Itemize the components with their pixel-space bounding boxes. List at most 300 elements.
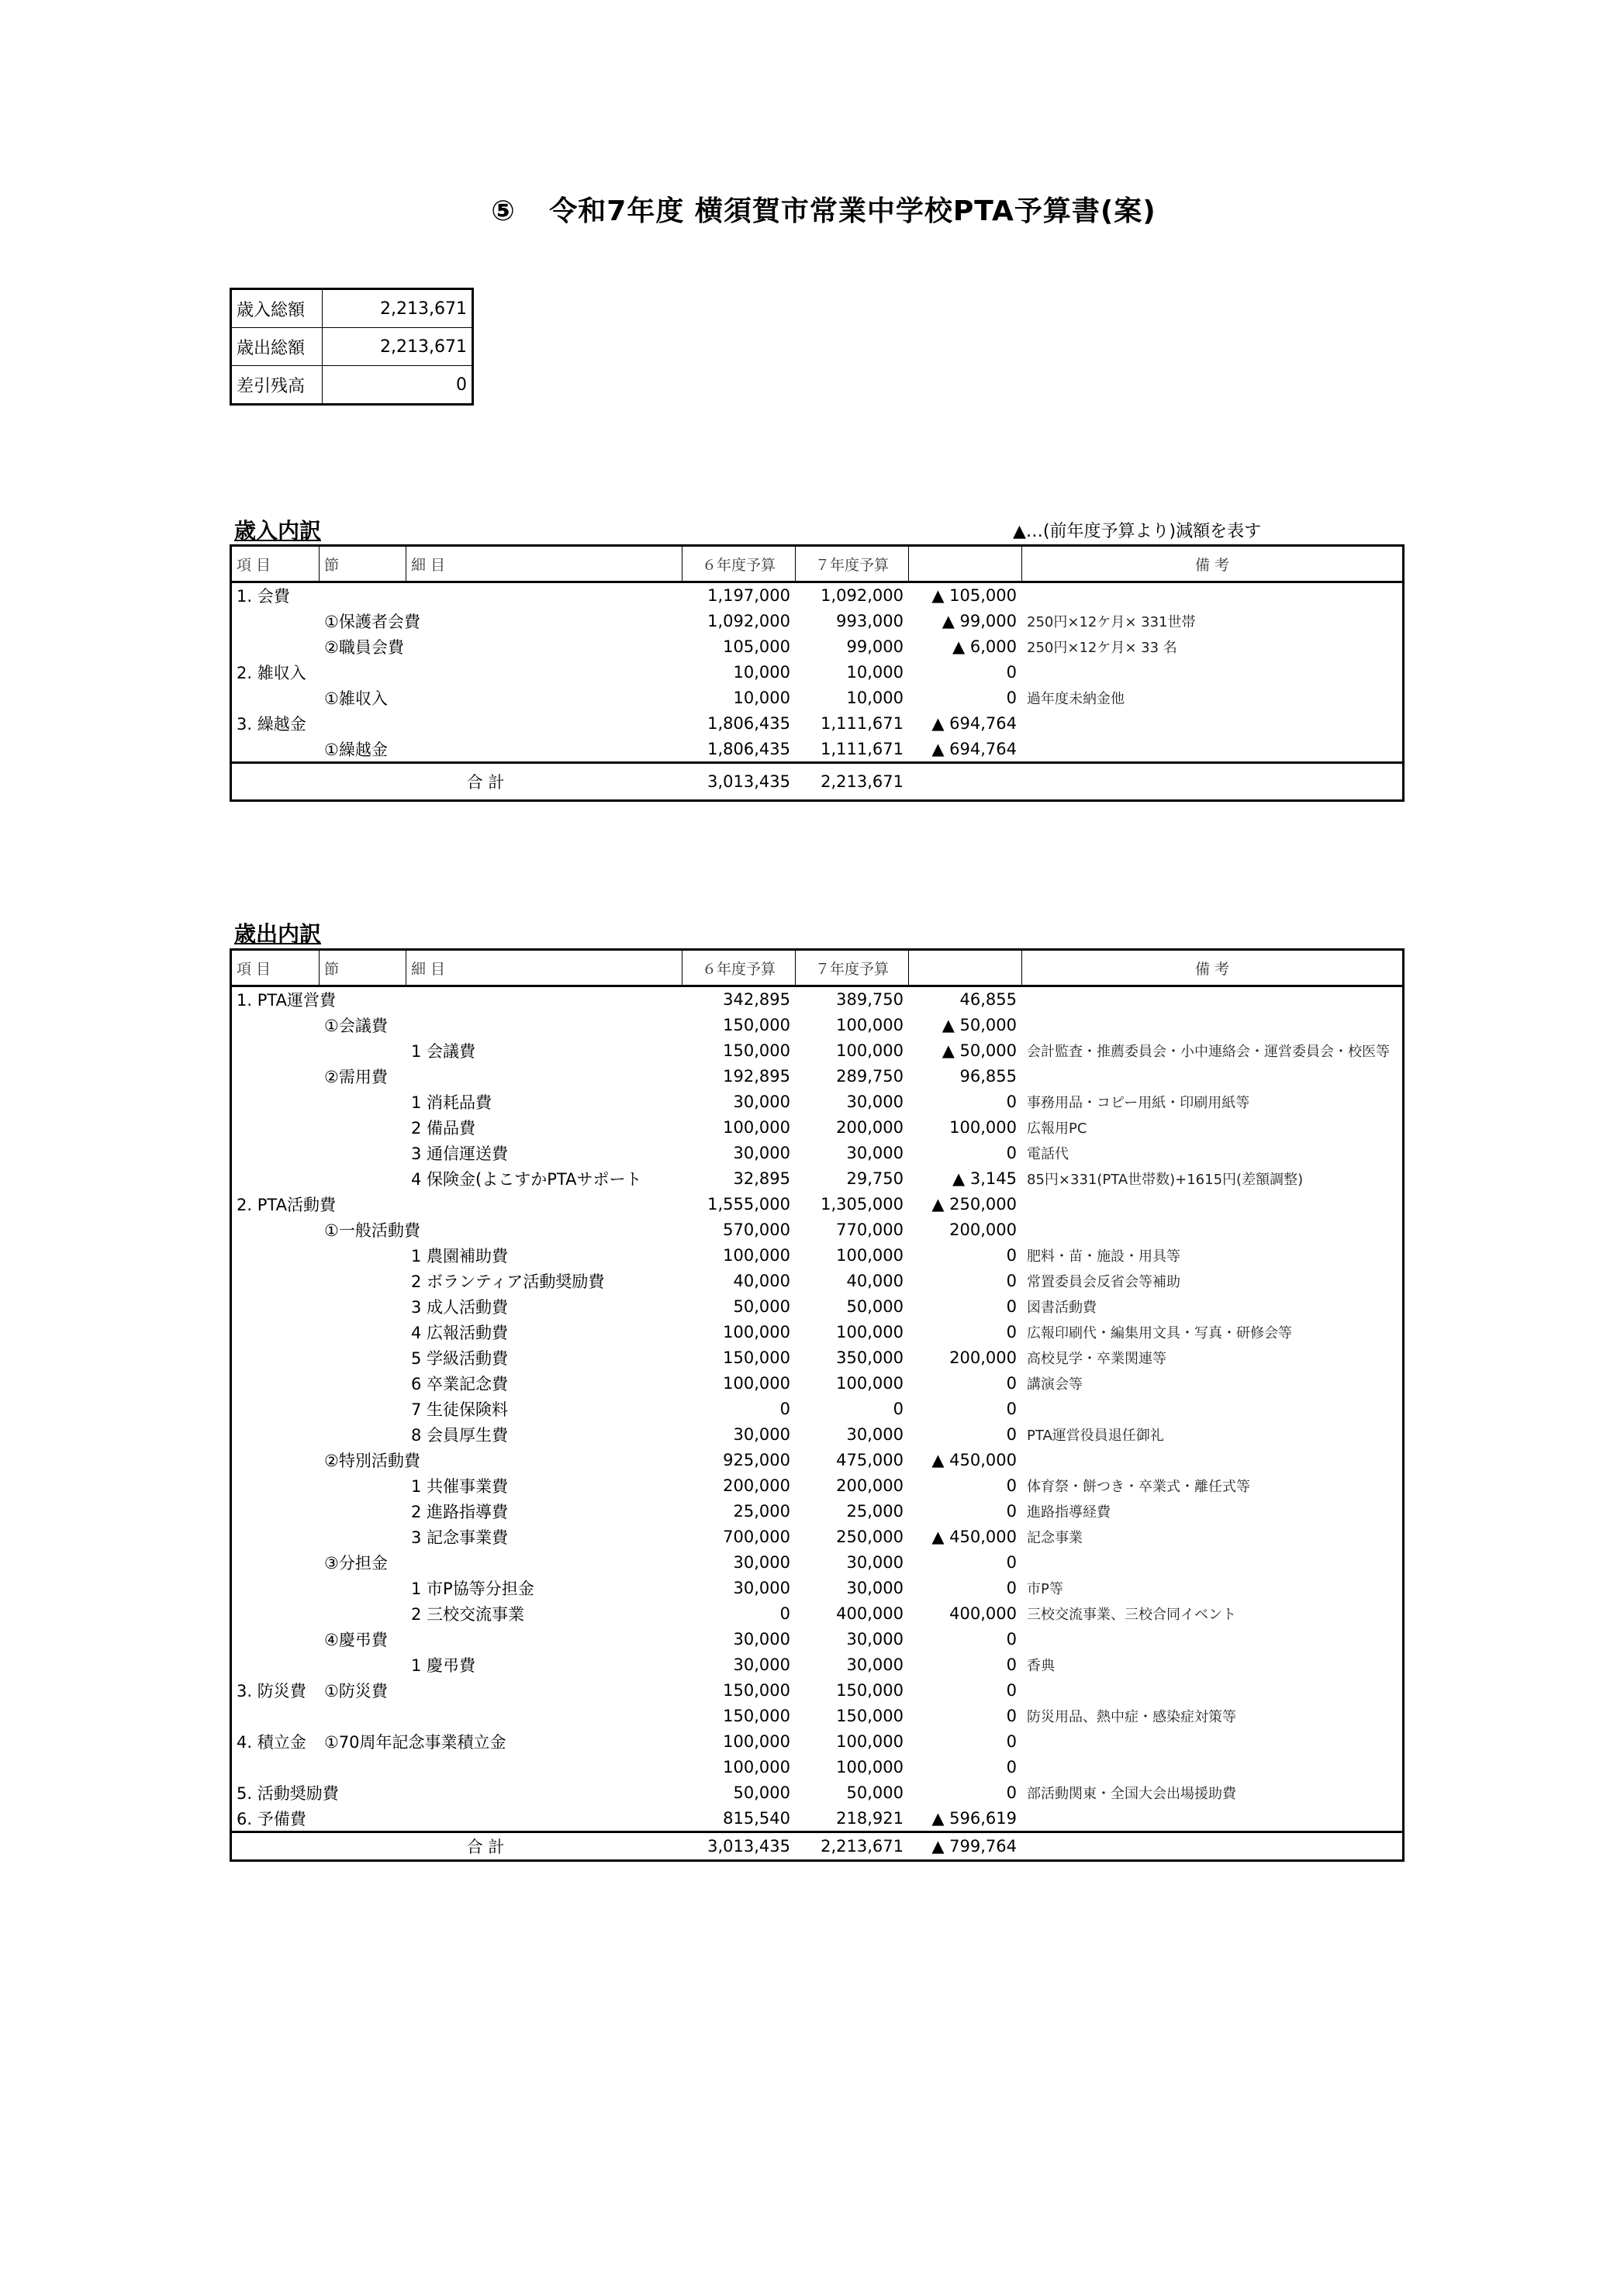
- row-diff: 0: [909, 1499, 1022, 1524]
- row-detail: 2 進路指導費: [406, 1499, 682, 1524]
- row-section: [320, 1524, 406, 1550]
- total-row: [231, 763, 1404, 801]
- row-item: [231, 1089, 320, 1115]
- header-row: [231, 546, 1404, 582]
- row-diff: ▲ 450,000: [909, 1524, 1022, 1550]
- row-curr: 100,000: [796, 1320, 909, 1345]
- row-item: [231, 1269, 320, 1294]
- header-curr: ７年度予算: [796, 546, 909, 582]
- row-curr: 30,000: [796, 1576, 909, 1601]
- row-diff: 96,855: [909, 1064, 1022, 1089]
- row-curr: 99,000: [796, 634, 909, 660]
- row-detail: [406, 582, 682, 609]
- row-prev: 10,000: [682, 685, 796, 711]
- row-curr: 29,750: [796, 1166, 909, 1192]
- row-detail: [406, 1627, 682, 1652]
- income-table: [230, 544, 1405, 802]
- row-curr: 0: [796, 1397, 909, 1422]
- table-row: [231, 1806, 1404, 1832]
- row-prev: 100,000: [682, 1115, 796, 1141]
- row-note: [1022, 1678, 1404, 1704]
- row-diff: 0: [909, 1729, 1022, 1755]
- row-item: [231, 1243, 320, 1269]
- row-detail: [406, 1217, 682, 1243]
- row-section: [320, 1038, 406, 1064]
- row-prev: 105,000: [682, 634, 796, 660]
- row-section: [320, 1422, 406, 1448]
- row-diff: 0: [909, 1627, 1022, 1652]
- row-item: [231, 1115, 320, 1141]
- table-row: [231, 1550, 1404, 1576]
- row-detail: [406, 1755, 682, 1780]
- row-item: [231, 609, 320, 634]
- total-label: 合 計: [231, 763, 682, 801]
- row-prev: 100,000: [682, 1755, 796, 1780]
- row-detail: 1 共催事業費: [406, 1473, 682, 1499]
- row-curr: 1,111,671: [796, 737, 909, 763]
- row-prev: 30,000: [682, 1550, 796, 1576]
- row-section: [320, 1166, 406, 1192]
- row-detail: 2 ボランティア活動奨励費: [406, 1269, 682, 1294]
- row-diff: ▲ 50,000: [909, 1038, 1022, 1064]
- table-row: [231, 1652, 1404, 1678]
- row-diff: ▲ 450,000: [909, 1448, 1022, 1473]
- row-item: [231, 685, 320, 711]
- table-row: [231, 685, 1404, 711]
- table-row: [231, 1371, 1404, 1397]
- row-prev: 150,000: [682, 1345, 796, 1371]
- header-item: 項 目: [231, 950, 320, 986]
- row-note: 広報用PC: [1022, 1115, 1404, 1141]
- header-detail: 細 目: [406, 546, 682, 582]
- row-note: [1022, 1192, 1404, 1217]
- row-diff: 0: [909, 1704, 1022, 1729]
- header-detail: 細 目: [406, 950, 682, 986]
- row-section: ①繰越金: [320, 737, 406, 763]
- row-section: ②職員会費: [320, 634, 406, 660]
- row-curr: 250,000: [796, 1524, 909, 1550]
- row-diff: ▲ 596,619: [909, 1806, 1022, 1832]
- row-note: [1022, 1550, 1404, 1576]
- total-curr: 2,213,671: [796, 1832, 909, 1861]
- summary-row: [231, 328, 473, 366]
- row-section: [320, 1576, 406, 1601]
- row-detail: [406, 634, 682, 660]
- table-row: [231, 1013, 1404, 1038]
- row-diff: 200,000: [909, 1217, 1022, 1243]
- row-section: ④慶弔費: [320, 1627, 406, 1652]
- row-item: 5. 活動奨励費: [231, 1780, 320, 1806]
- row-diff: ▲ 694,764: [909, 737, 1022, 763]
- row-detail: [406, 660, 682, 685]
- row-prev: 200,000: [682, 1473, 796, 1499]
- row-prev: 100,000: [682, 1371, 796, 1397]
- table-row: [231, 1294, 1404, 1320]
- row-item: 6. 予備費: [231, 1806, 320, 1832]
- row-item: 2. 雑収入: [231, 660, 320, 685]
- row-curr: 100,000: [796, 1371, 909, 1397]
- row-detail: 3 成人活動費: [406, 1294, 682, 1320]
- header-section: 節: [320, 546, 406, 582]
- row-detail: [406, 1013, 682, 1038]
- row-curr: 400,000: [796, 1601, 909, 1627]
- table-row: [231, 1064, 1404, 1089]
- row-detail: [406, 737, 682, 763]
- header-note: 備 考: [1022, 950, 1404, 986]
- row-section: ①会議費: [320, 1013, 406, 1038]
- row-diff: 0: [909, 1422, 1022, 1448]
- row-detail: 2 三校交流事業: [406, 1601, 682, 1627]
- row-section: ①防災費: [320, 1678, 406, 1704]
- header-diff: [909, 950, 1022, 986]
- row-prev: 815,540: [682, 1806, 796, 1832]
- row-item: 3. 防災費: [231, 1678, 320, 1704]
- row-section: ①保護者会費: [320, 609, 406, 634]
- row-prev: 30,000: [682, 1627, 796, 1652]
- row-detail: [406, 1806, 682, 1832]
- row-curr: 350,000: [796, 1345, 909, 1371]
- row-diff: 0: [909, 1294, 1022, 1320]
- row-prev: 30,000: [682, 1089, 796, 1115]
- row-note: 講演会等: [1022, 1371, 1404, 1397]
- table-row: [231, 1780, 1404, 1806]
- row-prev: 32,895: [682, 1166, 796, 1192]
- row-prev: 1,197,000: [682, 582, 796, 609]
- row-diff: 0: [909, 660, 1022, 685]
- row-prev: 150,000: [682, 1013, 796, 1038]
- row-prev: 50,000: [682, 1294, 796, 1320]
- table-row: [231, 1729, 1404, 1755]
- row-prev: 25,000: [682, 1499, 796, 1524]
- row-diff: 0: [909, 1243, 1022, 1269]
- row-curr: 150,000: [796, 1678, 909, 1704]
- row-prev: 0: [682, 1601, 796, 1627]
- row-note: 肥料・苗・施設・用具等: [1022, 1243, 1404, 1269]
- row-note: 広報印刷代・編集用文具・写真・研修会等: [1022, 1320, 1404, 1345]
- header-section: 節: [320, 950, 406, 986]
- row-prev: 150,000: [682, 1038, 796, 1064]
- row-item: [231, 1294, 320, 1320]
- row-detail: [406, 685, 682, 711]
- table-row: [231, 1038, 1404, 1064]
- table-row: [231, 1627, 1404, 1652]
- row-item: [231, 1755, 320, 1780]
- row-prev: 100,000: [682, 1243, 796, 1269]
- row-section: ②需用費: [320, 1064, 406, 1089]
- row-detail: [406, 1550, 682, 1576]
- row-note: [1022, 1013, 1404, 1038]
- row-prev: 1,806,435: [682, 737, 796, 763]
- row-prev: 30,000: [682, 1576, 796, 1601]
- table-row: [231, 1115, 1404, 1141]
- row-prev: 100,000: [682, 1320, 796, 1345]
- row-section: [320, 1371, 406, 1397]
- row-note: 防災用品、熱中症・感染症対策等: [1022, 1704, 1404, 1729]
- row-prev: 10,000: [682, 660, 796, 685]
- row-section: [320, 711, 406, 737]
- summary-row: [231, 366, 473, 405]
- row-curr: 150,000: [796, 1704, 909, 1729]
- row-item: [231, 1345, 320, 1371]
- row-detail: [406, 1780, 682, 1806]
- row-item: [231, 1448, 320, 1473]
- row-item: [231, 1704, 320, 1729]
- row-section: ②特別活動費: [320, 1448, 406, 1473]
- total-note: [1022, 763, 1404, 801]
- table-row: [231, 1345, 1404, 1371]
- summary-value: 0: [323, 366, 473, 405]
- title-number: ⑤: [491, 195, 516, 227]
- row-curr: 25,000: [796, 1499, 909, 1524]
- legend-note: ▲…(前年度予算より)減額を表す: [1013, 522, 1262, 541]
- row-item: [231, 634, 320, 660]
- row-note: [1022, 737, 1404, 763]
- row-note: 部活動関東・全国大会出場援助費: [1022, 1780, 1404, 1806]
- row-item: [231, 1064, 320, 1089]
- row-diff: 0: [909, 1550, 1022, 1576]
- table-row: [231, 582, 1404, 609]
- row-section: [320, 1243, 406, 1269]
- row-section: [320, 1704, 406, 1729]
- row-prev: 50,000: [682, 1780, 796, 1806]
- row-prev: 925,000: [682, 1448, 796, 1473]
- row-detail: 1 慶弔費: [406, 1652, 682, 1678]
- table-row: [231, 1576, 1404, 1601]
- summary-label: 歳出総額: [231, 328, 323, 366]
- row-section: [320, 1397, 406, 1422]
- row-diff: ▲ 99,000: [909, 609, 1022, 634]
- row-curr: 200,000: [796, 1115, 909, 1141]
- row-diff: 100,000: [909, 1115, 1022, 1141]
- row-note: [1022, 582, 1404, 609]
- row-note: 電話代: [1022, 1141, 1404, 1166]
- table-row: [231, 1166, 1404, 1192]
- row-curr: 1,111,671: [796, 711, 909, 737]
- row-curr: 30,000: [796, 1550, 909, 1576]
- total-prev: 3,013,435: [682, 1832, 796, 1861]
- row-curr: 289,750: [796, 1064, 909, 1089]
- row-item: [231, 1038, 320, 1064]
- row-note: 香典: [1022, 1652, 1404, 1678]
- row-note: 過年度未納金他: [1022, 685, 1404, 711]
- row-note: 85円×331(PTA世帯数)+1615円(差額調整): [1022, 1166, 1404, 1192]
- row-detail: [406, 1064, 682, 1089]
- row-section: ③分担金: [320, 1550, 406, 1576]
- row-section: ①70周年記念事業積立金: [320, 1729, 406, 1755]
- total-row: [231, 1832, 1404, 1861]
- row-prev: 150,000: [682, 1678, 796, 1704]
- row-detail: 5 学級活動費: [406, 1345, 682, 1371]
- table-row: [231, 1755, 1404, 1780]
- row-detail: [406, 1448, 682, 1473]
- row-detail: 3 通信運送費: [406, 1141, 682, 1166]
- row-section: [320, 582, 406, 609]
- row-note: 記念事業: [1022, 1524, 1404, 1550]
- row-prev: 30,000: [682, 1422, 796, 1448]
- row-item: [231, 1422, 320, 1448]
- title-text: 令和7年度 横須賀市常業中学校PTA予算書(案): [549, 195, 1156, 227]
- total-label: 合 計: [231, 1832, 682, 1861]
- row-section: [320, 1345, 406, 1371]
- row-item: [231, 1524, 320, 1550]
- row-section: [320, 1320, 406, 1345]
- row-curr: 1,305,000: [796, 1192, 909, 1217]
- summary-label: 差引残高: [231, 366, 323, 405]
- row-detail: 4 広報活動費: [406, 1320, 682, 1345]
- row-note: [1022, 1627, 1404, 1652]
- row-prev: 30,000: [682, 1652, 796, 1678]
- row-diff: 0: [909, 1755, 1022, 1780]
- row-item: [231, 1166, 320, 1192]
- header-row: [231, 950, 1404, 986]
- row-diff: 0: [909, 685, 1022, 711]
- row-item: 1. 会費: [231, 582, 320, 609]
- row-detail: [406, 609, 682, 634]
- page-title: [0, 189, 1624, 229]
- header-note: 備 考: [1022, 546, 1404, 582]
- row-item: 4. 積立金: [231, 1729, 320, 1755]
- row-section: [320, 1141, 406, 1166]
- table-row: [231, 1217, 1404, 1243]
- total-prev: 3,013,435: [682, 763, 796, 801]
- income-section-title: 歳入内訳: [234, 518, 322, 544]
- row-detail: 3 記念事業費: [406, 1524, 682, 1550]
- row-prev: 1,555,000: [682, 1192, 796, 1217]
- table-row: [231, 660, 1404, 685]
- row-diff: 0: [909, 1269, 1022, 1294]
- row-prev: 0: [682, 1397, 796, 1422]
- row-diff: 0: [909, 1141, 1022, 1166]
- row-detail: 8 会員厚生費: [406, 1422, 682, 1448]
- header-prev: ６年度予算: [682, 950, 796, 986]
- row-diff: 0: [909, 1371, 1022, 1397]
- row-diff: ▲ 250,000: [909, 1192, 1022, 1217]
- table-row: [231, 986, 1404, 1013]
- row-prev: 40,000: [682, 1269, 796, 1294]
- row-item: [231, 1627, 320, 1652]
- total-diff: ▲ 799,764: [909, 1832, 1022, 1861]
- row-note: [1022, 986, 1404, 1013]
- row-item: 2. PTA活動費: [231, 1192, 320, 1217]
- row-item: [231, 1576, 320, 1601]
- row-curr: 30,000: [796, 1422, 909, 1448]
- row-curr: 10,000: [796, 685, 909, 711]
- table-row: [231, 1269, 1404, 1294]
- table-row: [231, 711, 1404, 737]
- row-section: [320, 1089, 406, 1115]
- header-curr: ７年度予算: [796, 950, 909, 986]
- row-note: 市P等: [1022, 1576, 1404, 1601]
- row-section: [320, 1499, 406, 1524]
- row-prev: 342,895: [682, 986, 796, 1013]
- row-curr: 100,000: [796, 1755, 909, 1780]
- row-curr: 10,000: [796, 660, 909, 685]
- summary-label: 歳入総額: [231, 289, 323, 328]
- table-row: [231, 1397, 1404, 1422]
- row-curr: 100,000: [796, 1729, 909, 1755]
- table-row: [231, 1422, 1404, 1448]
- row-prev: 150,000: [682, 1704, 796, 1729]
- row-note: 進路指導経費: [1022, 1499, 1404, 1524]
- row-diff: ▲ 105,000: [909, 582, 1022, 609]
- row-note: PTA運営役員退任御礼: [1022, 1422, 1404, 1448]
- row-prev: 100,000: [682, 1729, 796, 1755]
- row-curr: 993,000: [796, 609, 909, 634]
- row-section: [320, 1755, 406, 1780]
- row-note: 体育祭・餅つき・卒業式・離任式等: [1022, 1473, 1404, 1499]
- row-detail: 1 農園補助費: [406, 1243, 682, 1269]
- row-diff: 0: [909, 1678, 1022, 1704]
- table-row: [231, 1243, 1404, 1269]
- row-detail: 4 保険金(よこすかPTAサポート: [406, 1166, 682, 1192]
- row-diff: ▲ 50,000: [909, 1013, 1022, 1038]
- row-section: [320, 1294, 406, 1320]
- row-diff: 400,000: [909, 1601, 1022, 1627]
- row-detail: 2 備品費: [406, 1115, 682, 1141]
- table-row: [231, 1448, 1404, 1473]
- table-row: [231, 1141, 1404, 1166]
- row-prev: 1,806,435: [682, 711, 796, 737]
- row-curr: 30,000: [796, 1141, 909, 1166]
- row-diff: 0: [909, 1397, 1022, 1422]
- row-section: [320, 1473, 406, 1499]
- row-prev: 192,895: [682, 1064, 796, 1089]
- table-row: [231, 609, 1404, 634]
- table-row: [231, 1499, 1404, 1524]
- table-row: [231, 1678, 1404, 1704]
- table-row: [231, 1192, 1404, 1217]
- row-item: [231, 1550, 320, 1576]
- row-note: [1022, 711, 1404, 737]
- row-curr: 218,921: [796, 1806, 909, 1832]
- row-detail: [406, 986, 682, 1013]
- row-item: [231, 737, 320, 763]
- expense-section-title: 歳出内訳: [234, 921, 322, 947]
- total-curr: 2,213,671: [796, 763, 909, 801]
- table-row: [231, 1704, 1404, 1729]
- row-detail: 1 市P協等分担金: [406, 1576, 682, 1601]
- table-row: [231, 737, 1404, 763]
- row-note: 250円×12ケ月× 33 名: [1022, 634, 1404, 660]
- row-item: [231, 1371, 320, 1397]
- table-row: [231, 1473, 1404, 1499]
- row-curr: 100,000: [796, 1038, 909, 1064]
- row-detail: [406, 711, 682, 737]
- row-note: [1022, 1806, 1404, 1832]
- row-detail: 6 卒業記念費: [406, 1371, 682, 1397]
- row-detail: 1 会議費: [406, 1038, 682, 1064]
- table-row: [231, 1320, 1404, 1345]
- row-section: ①雑収入: [320, 685, 406, 711]
- row-prev: 570,000: [682, 1217, 796, 1243]
- row-diff: 0: [909, 1320, 1022, 1345]
- row-detail: [406, 1192, 682, 1217]
- row-curr: 1,092,000: [796, 582, 909, 609]
- row-note: 常置委員会反省会等補助: [1022, 1269, 1404, 1294]
- row-item: [231, 1652, 320, 1678]
- row-note: [1022, 1729, 1404, 1755]
- row-section: [320, 1269, 406, 1294]
- row-detail: [406, 1704, 682, 1729]
- row-detail: 1 消耗品費: [406, 1089, 682, 1115]
- row-curr: 50,000: [796, 1780, 909, 1806]
- row-item: [231, 1499, 320, 1524]
- row-curr: 770,000: [796, 1217, 909, 1243]
- summary-table: [230, 288, 474, 406]
- table-row: [231, 1601, 1404, 1627]
- row-section: [320, 660, 406, 685]
- row-prev: 700,000: [682, 1524, 796, 1550]
